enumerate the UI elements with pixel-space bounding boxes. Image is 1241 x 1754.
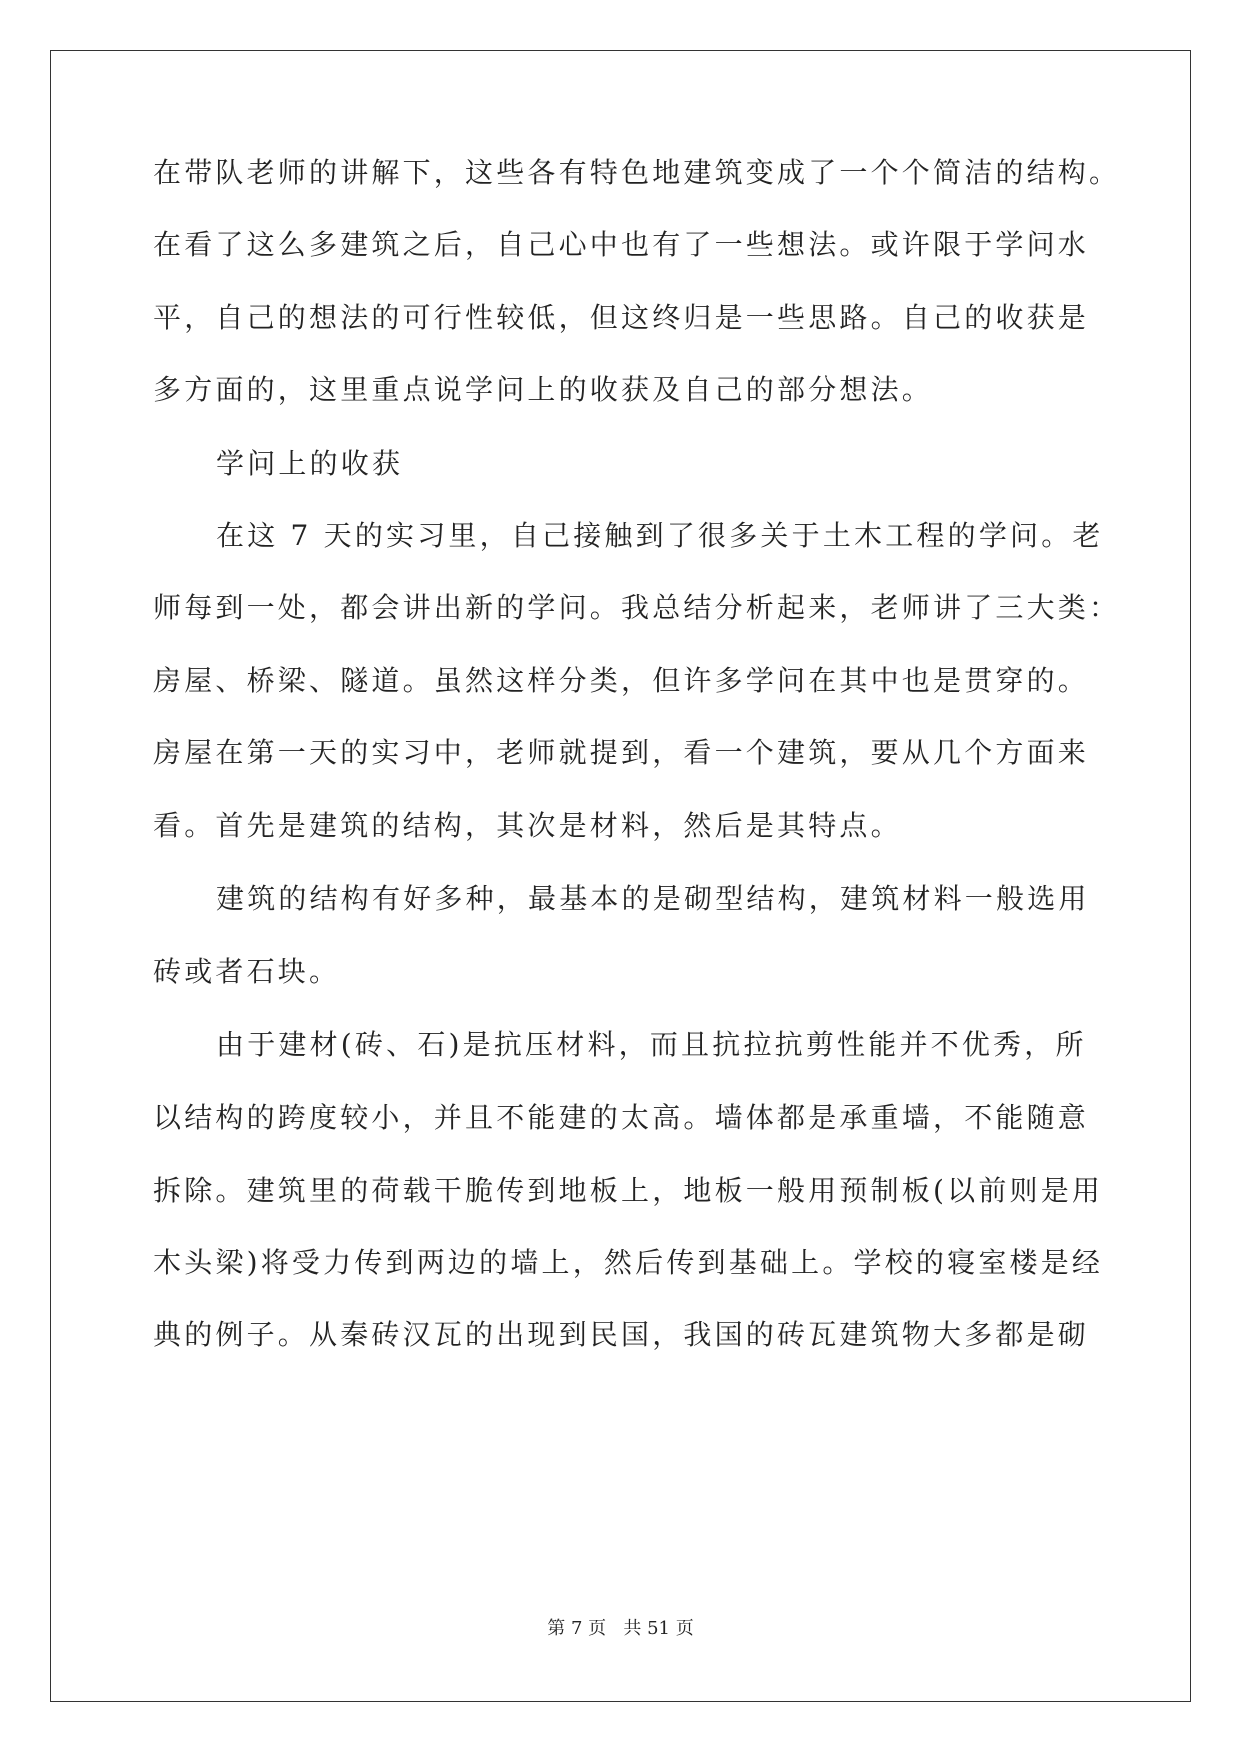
text-line: 看。首先是建筑的结构，其次是材料，然后是其特点。: [153, 809, 902, 842]
text-line: 典的例子。从秦砖汉瓦的出现到民国，我国的砖瓦建筑物大多都是砌: [153, 1318, 1090, 1351]
text-line: 砖或者石块。: [153, 955, 341, 988]
page-number: 第 7 页 共 51 页: [547, 1618, 694, 1639]
text-line: 多方面的，这里重点说学问上的收获及自己的部分想法。: [153, 373, 934, 406]
text-line: 平，自己的想法的可行性较低，但这终归是一些思路。自己的收获是: [153, 301, 1090, 334]
section-heading: 学问上的收获: [216, 447, 404, 480]
text-line: 在这 7 天的实习里，自己接触到了很多关于土木工程的学问。老: [216, 519, 1104, 552]
text-line: 建筑的结构有好多种，最基本的是砌型结构，建筑材料一般选用: [216, 882, 1090, 915]
text-line: 以结构的跨度较小，并且不能建的太高。墙体都是承重墙，不能随意: [153, 1101, 1090, 1134]
text-line: 由于建材(砖、石)是抗压材料，而且抗拉抗剪性能并不优秀，所: [216, 1028, 1087, 1061]
text-line: 房屋在第一天的实习中，老师就提到，看一个建筑，要从几个方面来: [153, 736, 1090, 769]
text-line: 拆除。建筑里的荷载干脆传到地板上，地板一般用预制板(以前则是用: [153, 1174, 1104, 1207]
text-line: 在看了这么多建筑之后，自己心中也有了一些想法。或许限于学问水: [153, 228, 1090, 261]
text-line: 房屋、桥梁、隧道。虽然这样分类，但许多学问在其中也是贯穿的。: [153, 664, 1090, 697]
text-line: 木头梁)将受力传到两边的墙上，然后传到基础上。学校的寝室楼是经: [153, 1246, 1104, 1279]
text-line: 在带队老师的讲解下，这些各有特色地建筑变成了一个个简洁的结构。: [153, 156, 1121, 189]
text-line: 师每到一处，都会讲出新的学问。我总结分析起来，老师讲了三大类：: [153, 591, 1121, 624]
